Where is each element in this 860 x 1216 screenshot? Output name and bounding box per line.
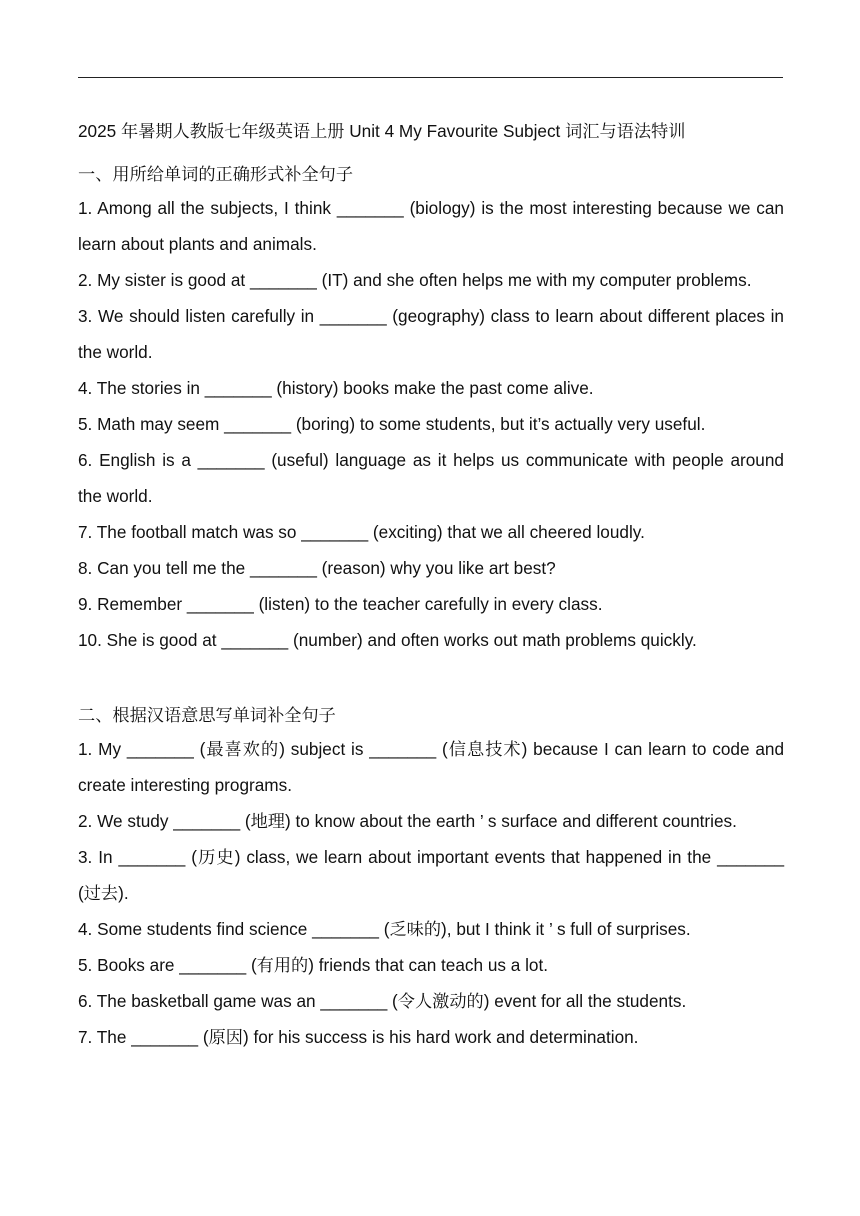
- question-item: 7. The football match was so _______ (exciting) that we all cheered loudly.: [78, 522, 645, 542]
- question-item: 6. The basketball game was an _______ (令人激动的) event for all the students.: [78, 991, 687, 1011]
- question-item: 1. Among all the subjects, I think _______ (biology) is the most interesting because we can learn about plants and animals.: [78, 198, 784, 254]
- question-item: 1. My _______ (最喜欢的) subject is _______ (信息技术) because I can learn to code and create interesting programs.: [78, 739, 784, 795]
- question-item: 2. My sister is good at _______ (IT) and she often helps me with my computer problems.: [78, 270, 752, 290]
- question-item: 3. In _______ (历史) class, we learn about important events that happened in the _______ (过去).: [78, 847, 784, 903]
- question-item: 5. Books are _______ (有用的) friends that can teach us a lot.: [78, 955, 549, 975]
- question-item: 6. English is a _______ (useful) language as it helps us communicate with people around the world.: [78, 450, 784, 506]
- question-item: 3. We should listen carefully in _______ (geography) class to learn about different places in the world.: [78, 306, 784, 362]
- question-item: 7. The _______ (原因) for his success is his hard work and determination.: [78, 1027, 639, 1047]
- section-1-questions: [78, 190, 784, 658]
- question-item: 2. We study _______ (地理) to know about the earth ’ s surface and different countries.: [78, 811, 737, 831]
- question-item: 8. Can you tell me the _______ (reason) why you like art best?: [78, 558, 556, 578]
- question-item: 4. The stories in _______ (history) books make the past come alive.: [78, 378, 594, 398]
- worksheet-title: 2025 年暑期人教版七年级英语上册 Unit 4 My Favourite Subject 词汇与语法特训: [78, 121, 686, 141]
- question-item: 10. She is good at _______ (number) and often works out math problems quickly.: [78, 630, 697, 650]
- section-2-questions: [78, 731, 784, 1055]
- section-heading-2: 二、根据汉语意思写单词补全句子: [78, 706, 336, 726]
- question-item: 4. Some students find science _______ (乏味的), but I think it ’ s full of surprises.: [78, 919, 691, 939]
- section-heading-1: 一、用所给单词的正确形式补全句子: [78, 165, 354, 185]
- header-rule: [78, 77, 783, 78]
- question-item: 5. Math may seem _______ (boring) to some students, but it’s actually very useful.: [78, 414, 706, 434]
- question-item: 9. Remember _______ (listen) to the teacher carefully in every class.: [78, 594, 603, 614]
